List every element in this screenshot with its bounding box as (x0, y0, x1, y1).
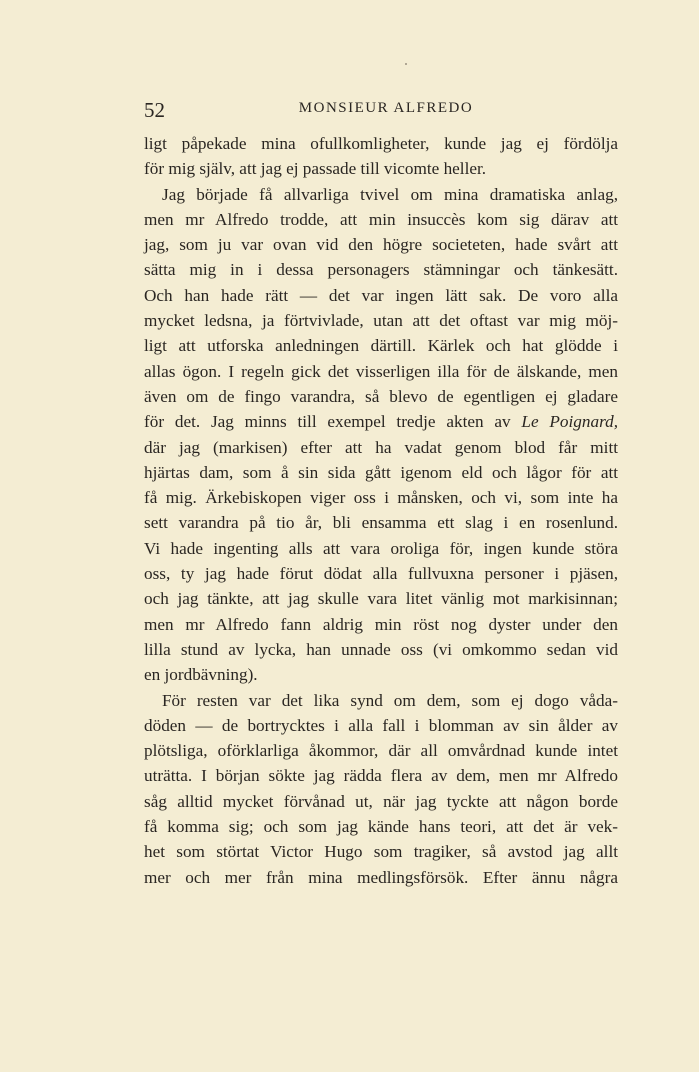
text-line: ligt att utforska anledningen därtill. Kärlek och hat glödde i (144, 336, 618, 356)
text-line: uträtta. I början sökte jag rädda flera av dem, men mr Alfredo (144, 766, 618, 786)
text-line: allas ögon. I regeln gick det visserligen illa för de älskande, men (144, 361, 618, 381)
text-line: lilla stund av lycka, han unnade oss (vi omkommo sedan vid (144, 639, 618, 659)
text-line (144, 409, 618, 434)
text-line: Vi hade ingenting alls att vara oroliga för, ingen kunde störa (144, 538, 618, 558)
text-line: oss, ty jag hade förut dödat alla fullvuxna personer i pjäsen, (144, 564, 618, 584)
page-header (144, 98, 616, 126)
text-line: ligt påpekade mina ofullkomligheter, kunde jag ej fördölja (144, 134, 618, 153)
text-line: sätta mig in i dessa personagers stämningar och tänkesätt. (144, 260, 618, 280)
text-line: Och han hade rätt — det var ingen lätt sak. De voro alla (144, 285, 618, 305)
text-line: såg alltid mycket förvånad ut, när jag tyckte att någon borde (144, 791, 618, 811)
text-line: För resten var det lika synd om dem, som ej dogo våda- (162, 690, 618, 710)
text-line: där jag (markisen) efter att ha vadat genom blod får mitt (144, 437, 618, 457)
text-line: mer och mer från mina medlingsförsök. Efter ännu några (144, 867, 618, 887)
text-line: även om de fingo varandra, så blevo de egentligen ej gladare (144, 386, 618, 406)
body-text (144, 131, 618, 890)
italic-title: Le Poignard, (521, 412, 619, 432)
text-line: men mr Alfredo fann aldrig min röst nog dyster under den (144, 614, 618, 634)
paper-speck (405, 63, 407, 65)
page-number: 52 (144, 98, 165, 122)
text-line: sett varandra på tio år, bli ensamma ett slag i en rosenlund. (144, 513, 618, 533)
text-line: hjärtas dam, som å sin sida gått igenom eld och lågor för att (144, 462, 618, 482)
text-line: döden — de bortrycktes i alla fall i blomman av sin ålder av (144, 715, 618, 735)
running-head: MONSIEUR ALFREDO (298, 100, 474, 116)
text-line: het som störtat Victor Hugo som tragiker, så avstod jag allt (144, 842, 618, 862)
text-line: men mr Alfredo trodde, att min insuccès kom sig därav att (144, 209, 618, 229)
text-line: få komma sig; och som jag kände hans teori, att det är vek- (144, 817, 618, 837)
text-line: en jordbävning). (144, 665, 258, 685)
text-segment: för det. Jag minns till exempel tredje akten av (144, 412, 522, 432)
text-line: Jag började få allvarliga tvivel om mina dramatiska anlag, (162, 184, 618, 204)
text-line: mycket ledsna, ja förtvivlade, utan att det oftast var mig möj- (144, 311, 618, 331)
text-line: och jag tänkte, att jag skulle vara litet vänlig mot markisinnan; (144, 589, 618, 609)
text-line: plötsliga, oförklarliga åkommor, där all omvårdnad kunde intet (144, 741, 618, 761)
text-line: få mig. Ärkebiskopen viger oss i månsken, och vi, som inte ha (144, 488, 618, 508)
text-line: jag, som ju var ovan vid den högre societeten, hade svårt att (144, 235, 618, 255)
text-line: för mig själv, att jag ej passade till vicomte heller. (144, 159, 487, 179)
